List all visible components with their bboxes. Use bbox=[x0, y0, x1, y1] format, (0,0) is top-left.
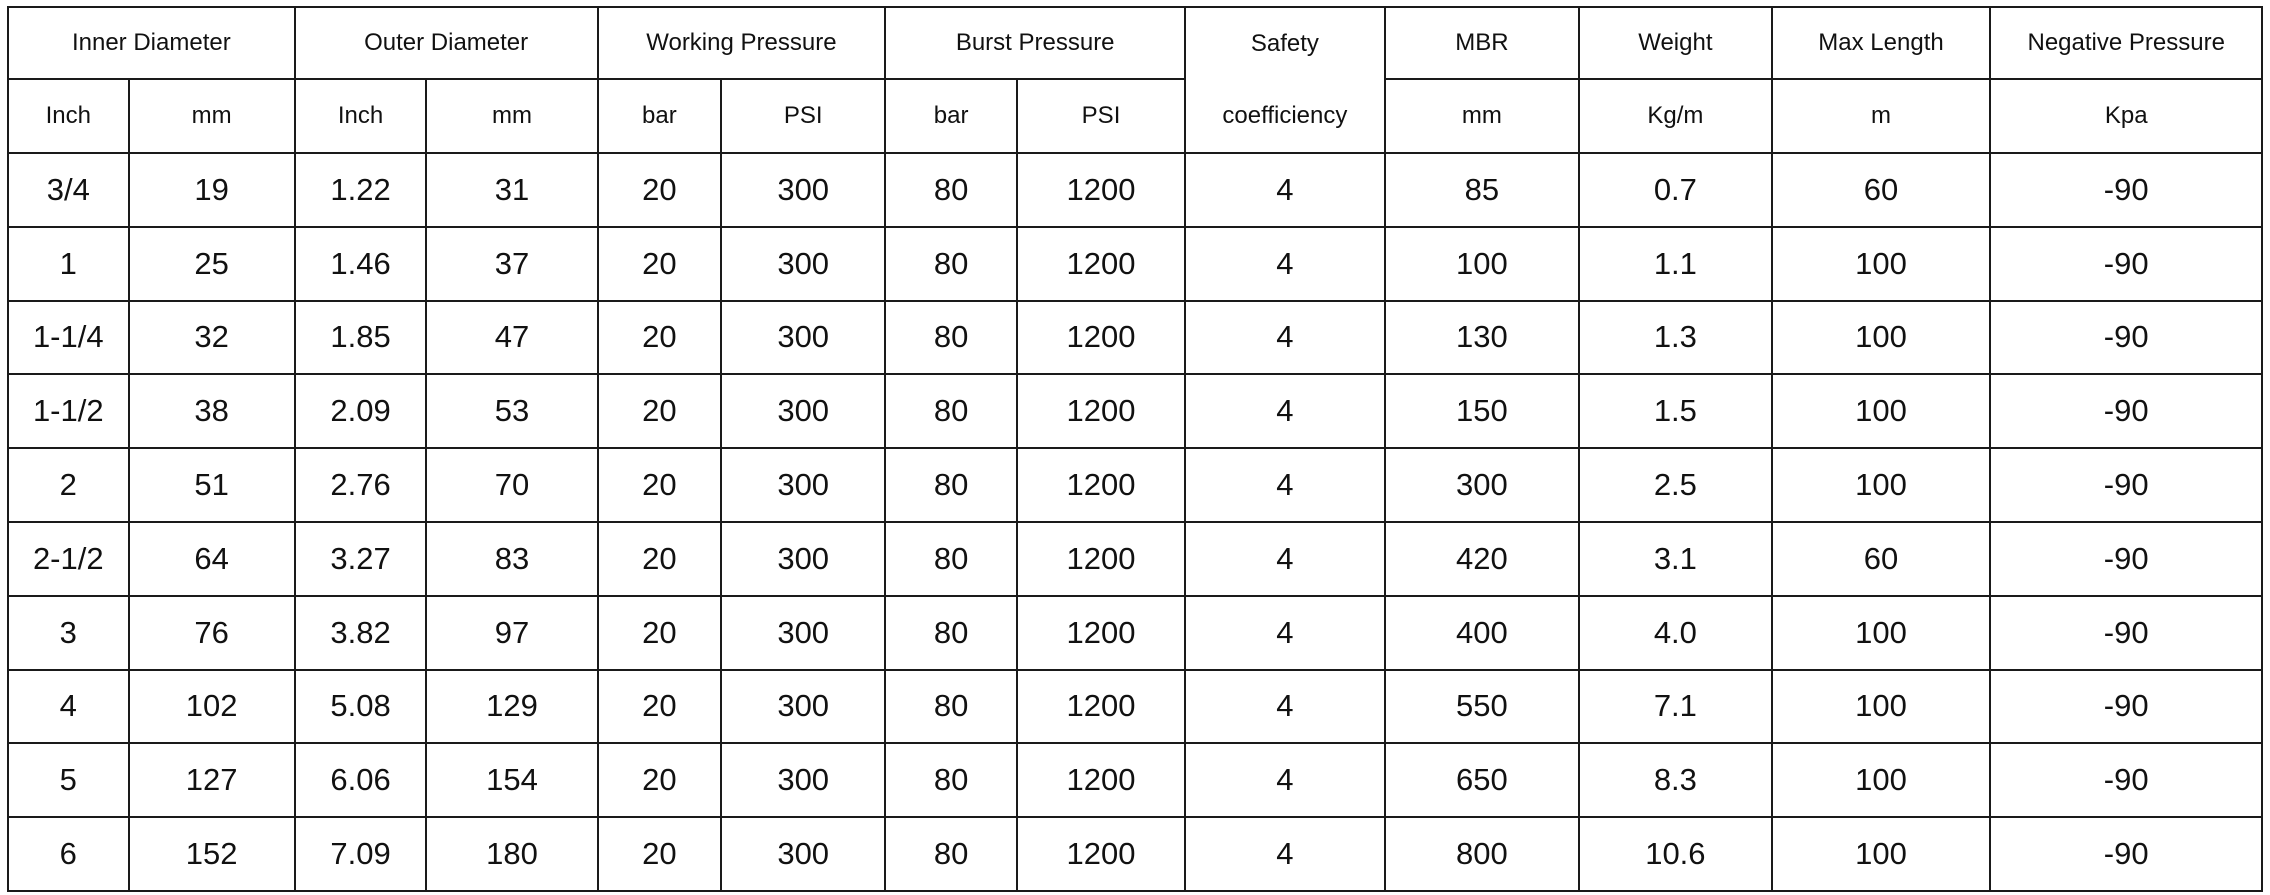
header-mbr: MBR bbox=[1385, 7, 1579, 79]
cell-inner-mm: 152 bbox=[129, 817, 295, 891]
cell-working-psi: 300 bbox=[721, 596, 885, 670]
cell-mbr-mm: 420 bbox=[1385, 522, 1579, 596]
cell-burst-bar: 80 bbox=[885, 374, 1017, 448]
cell-mbr-mm: 150 bbox=[1385, 374, 1579, 448]
cell-mbr-mm: 85 bbox=[1385, 153, 1579, 227]
cell-working-psi: 300 bbox=[721, 301, 885, 375]
cell-burst-bar: 80 bbox=[885, 227, 1017, 301]
cell-negative-pressure-kpa: -90 bbox=[1990, 227, 2262, 301]
unit-working-psi: PSI bbox=[721, 79, 885, 153]
cell-working-bar: 20 bbox=[598, 596, 722, 670]
cell-inner-mm: 38 bbox=[129, 374, 295, 448]
cell-burst-psi: 1200 bbox=[1017, 670, 1185, 744]
cell-negative-pressure-kpa: -90 bbox=[1990, 670, 2262, 744]
header-burst-pressure: Burst Pressure bbox=[885, 7, 1185, 79]
cell-outer-inch: 3.82 bbox=[295, 596, 427, 670]
unit-inner-mm: mm bbox=[129, 79, 295, 153]
cell-outer-mm: 97 bbox=[426, 596, 597, 670]
cell-negative-pressure-kpa: -90 bbox=[1990, 522, 2262, 596]
cell-mbr-mm: 100 bbox=[1385, 227, 1579, 301]
cell-burst-psi: 1200 bbox=[1017, 153, 1185, 227]
cell-weight-kgm: 8.3 bbox=[1579, 743, 1771, 817]
cell-outer-inch: 2.09 bbox=[295, 374, 427, 448]
cell-outer-inch: 1.85 bbox=[295, 301, 427, 375]
cell-weight-kgm: 1.5 bbox=[1579, 374, 1771, 448]
cell-working-bar: 20 bbox=[598, 153, 722, 227]
cell-inner-inch: 2-1/2 bbox=[8, 522, 129, 596]
cell-inner-inch: 5 bbox=[8, 743, 129, 817]
cell-max-length-m: 100 bbox=[1772, 374, 1991, 448]
cell-outer-mm: 53 bbox=[426, 374, 597, 448]
cell-outer-mm: 83 bbox=[426, 522, 597, 596]
cell-negative-pressure-kpa: -90 bbox=[1990, 448, 2262, 522]
cell-weight-kgm: 1.1 bbox=[1579, 227, 1771, 301]
table-row bbox=[8, 448, 2262, 522]
cell-burst-psi: 1200 bbox=[1017, 596, 1185, 670]
cell-mbr-mm: 300 bbox=[1385, 448, 1579, 522]
cell-weight-kgm: 2.5 bbox=[1579, 448, 1771, 522]
cell-burst-psi: 1200 bbox=[1017, 374, 1185, 448]
cell-outer-mm: 31 bbox=[426, 153, 597, 227]
cell-mbr-mm: 550 bbox=[1385, 670, 1579, 744]
cell-max-length-m: 60 bbox=[1772, 522, 1991, 596]
cell-safety: 4 bbox=[1185, 670, 1385, 744]
header-weight: Weight bbox=[1579, 7, 1771, 79]
cell-burst-bar: 80 bbox=[885, 153, 1017, 227]
unit-max-length: m bbox=[1772, 79, 1991, 153]
group-header-row bbox=[8, 7, 2262, 79]
table-row bbox=[8, 743, 2262, 817]
unit-inner-inch: Inch bbox=[8, 79, 129, 153]
cell-outer-mm: 154 bbox=[426, 743, 597, 817]
table-body bbox=[8, 153, 2262, 891]
cell-burst-bar: 80 bbox=[885, 817, 1017, 891]
cell-working-bar: 20 bbox=[598, 670, 722, 744]
cell-max-length-m: 100 bbox=[1772, 817, 1991, 891]
cell-burst-bar: 80 bbox=[885, 743, 1017, 817]
cell-max-length-m: 100 bbox=[1772, 448, 1991, 522]
cell-inner-inch: 4 bbox=[8, 670, 129, 744]
cell-inner-inch: 2 bbox=[8, 448, 129, 522]
cell-safety: 4 bbox=[1185, 817, 1385, 891]
cell-burst-bar: 80 bbox=[885, 448, 1017, 522]
unit-working-bar: bar bbox=[598, 79, 722, 153]
cell-inner-mm: 19 bbox=[129, 153, 295, 227]
cell-weight-kgm: 1.3 bbox=[1579, 301, 1771, 375]
cell-working-psi: 300 bbox=[721, 153, 885, 227]
cell-inner-mm: 127 bbox=[129, 743, 295, 817]
cell-weight-kgm: 3.1 bbox=[1579, 522, 1771, 596]
cell-outer-mm: 37 bbox=[426, 227, 597, 301]
cell-negative-pressure-kpa: -90 bbox=[1990, 817, 2262, 891]
cell-negative-pressure-kpa: -90 bbox=[1990, 153, 2262, 227]
cell-outer-inch: 1.46 bbox=[295, 227, 427, 301]
table-row bbox=[8, 817, 2262, 891]
cell-negative-pressure-kpa: -90 bbox=[1990, 374, 2262, 448]
cell-working-bar: 20 bbox=[598, 227, 722, 301]
cell-burst-psi: 1200 bbox=[1017, 301, 1185, 375]
unit-outer-mm: mm bbox=[426, 79, 597, 153]
unit-weight: Kg/m bbox=[1579, 79, 1771, 153]
cell-max-length-m: 100 bbox=[1772, 670, 1991, 744]
cell-outer-inch: 5.08 bbox=[295, 670, 427, 744]
cell-safety: 4 bbox=[1185, 227, 1385, 301]
cell-negative-pressure-kpa: -90 bbox=[1990, 596, 2262, 670]
cell-max-length-m: 60 bbox=[1772, 153, 1991, 227]
table-row bbox=[8, 374, 2262, 448]
cell-inner-mm: 25 bbox=[129, 227, 295, 301]
cell-outer-mm: 47 bbox=[426, 301, 597, 375]
table-row bbox=[8, 522, 2262, 596]
cell-working-psi: 300 bbox=[721, 227, 885, 301]
cell-burst-psi: 1200 bbox=[1017, 522, 1185, 596]
cell-inner-inch: 1-1/4 bbox=[8, 301, 129, 375]
cell-working-psi: 300 bbox=[721, 448, 885, 522]
cell-inner-mm: 64 bbox=[129, 522, 295, 596]
unit-negative-pressure: Kpa bbox=[1990, 79, 2262, 153]
table-row bbox=[8, 153, 2262, 227]
cell-inner-mm: 51 bbox=[129, 448, 295, 522]
cell-inner-inch: 3 bbox=[8, 596, 129, 670]
cell-working-bar: 20 bbox=[598, 522, 722, 596]
cell-outer-inch: 3.27 bbox=[295, 522, 427, 596]
cell-burst-bar: 80 bbox=[885, 596, 1017, 670]
cell-max-length-m: 100 bbox=[1772, 301, 1991, 375]
cell-safety: 4 bbox=[1185, 301, 1385, 375]
cell-max-length-m: 100 bbox=[1772, 743, 1991, 817]
cell-safety: 4 bbox=[1185, 522, 1385, 596]
header-safety-line1: Safety bbox=[1250, 30, 1319, 57]
header-working-pressure: Working Pressure bbox=[598, 7, 886, 79]
cell-weight-kgm: 10.6 bbox=[1579, 817, 1771, 891]
cell-working-bar: 20 bbox=[598, 743, 722, 817]
header-safety-coefficiency bbox=[1185, 7, 1385, 153]
cell-outer-inch: 7.09 bbox=[295, 817, 427, 891]
cell-safety: 4 bbox=[1185, 448, 1385, 522]
cell-inner-mm: 32 bbox=[129, 301, 295, 375]
cell-weight-kgm: 4.0 bbox=[1579, 596, 1771, 670]
cell-negative-pressure-kpa: -90 bbox=[1990, 301, 2262, 375]
cell-weight-kgm: 0.7 bbox=[1579, 153, 1771, 227]
cell-burst-bar: 80 bbox=[885, 522, 1017, 596]
header-outer-diameter: Outer Diameter bbox=[295, 7, 598, 79]
cell-safety: 4 bbox=[1185, 374, 1385, 448]
cell-max-length-m: 100 bbox=[1772, 596, 1991, 670]
cell-working-bar: 20 bbox=[598, 301, 722, 375]
cell-inner-inch: 3/4 bbox=[8, 153, 129, 227]
cell-inner-inch: 1 bbox=[8, 227, 129, 301]
unit-header-row bbox=[8, 79, 2262, 153]
cell-outer-inch: 2.76 bbox=[295, 448, 427, 522]
cell-working-psi: 300 bbox=[721, 743, 885, 817]
unit-burst-psi: PSI bbox=[1017, 79, 1185, 153]
cell-working-psi: 300 bbox=[721, 817, 885, 891]
cell-working-bar: 20 bbox=[598, 817, 722, 891]
cell-mbr-mm: 130 bbox=[1385, 301, 1579, 375]
cell-inner-inch: 1-1/2 bbox=[8, 374, 129, 448]
cell-burst-psi: 1200 bbox=[1017, 227, 1185, 301]
cell-safety: 4 bbox=[1185, 743, 1385, 817]
cell-safety: 4 bbox=[1185, 153, 1385, 227]
cell-outer-mm: 180 bbox=[426, 817, 597, 891]
cell-working-bar: 20 bbox=[598, 374, 722, 448]
cell-mbr-mm: 650 bbox=[1385, 743, 1579, 817]
header-max-length: Max Length bbox=[1772, 7, 1991, 79]
cell-working-psi: 300 bbox=[721, 670, 885, 744]
cell-mbr-mm: 800 bbox=[1385, 817, 1579, 891]
cell-outer-mm: 129 bbox=[426, 670, 597, 744]
cell-inner-inch: 6 bbox=[8, 817, 129, 891]
cell-inner-mm: 76 bbox=[129, 596, 295, 670]
cell-outer-mm: 70 bbox=[426, 448, 597, 522]
header-safety-line2: coefficiency bbox=[1222, 102, 1348, 129]
unit-mbr: mm bbox=[1385, 79, 1579, 153]
table-row bbox=[8, 227, 2262, 301]
cell-inner-mm: 102 bbox=[129, 670, 295, 744]
unit-burst-bar: bar bbox=[885, 79, 1017, 153]
cell-safety: 4 bbox=[1185, 596, 1385, 670]
cell-burst-psi: 1200 bbox=[1017, 817, 1185, 891]
cell-burst-psi: 1200 bbox=[1017, 448, 1185, 522]
header-inner-diameter: Inner Diameter bbox=[8, 7, 295, 79]
unit-outer-inch: Inch bbox=[295, 79, 427, 153]
cell-working-psi: 300 bbox=[721, 374, 885, 448]
hose-spec-table bbox=[7, 6, 2263, 892]
header-negative-pressure: Negative Pressure bbox=[1990, 7, 2262, 79]
cell-burst-bar: 80 bbox=[885, 670, 1017, 744]
cell-outer-inch: 6.06 bbox=[295, 743, 427, 817]
cell-working-bar: 20 bbox=[598, 448, 722, 522]
cell-working-psi: 300 bbox=[721, 522, 885, 596]
cell-outer-inch: 1.22 bbox=[295, 153, 427, 227]
cell-burst-bar: 80 bbox=[885, 301, 1017, 375]
table-row bbox=[8, 596, 2262, 670]
table-row bbox=[8, 670, 2262, 744]
cell-weight-kgm: 7.1 bbox=[1579, 670, 1771, 744]
cell-mbr-mm: 400 bbox=[1385, 596, 1579, 670]
table-row bbox=[8, 301, 2262, 375]
cell-burst-psi: 1200 bbox=[1017, 743, 1185, 817]
cell-negative-pressure-kpa: -90 bbox=[1990, 743, 2262, 817]
cell-max-length-m: 100 bbox=[1772, 227, 1991, 301]
